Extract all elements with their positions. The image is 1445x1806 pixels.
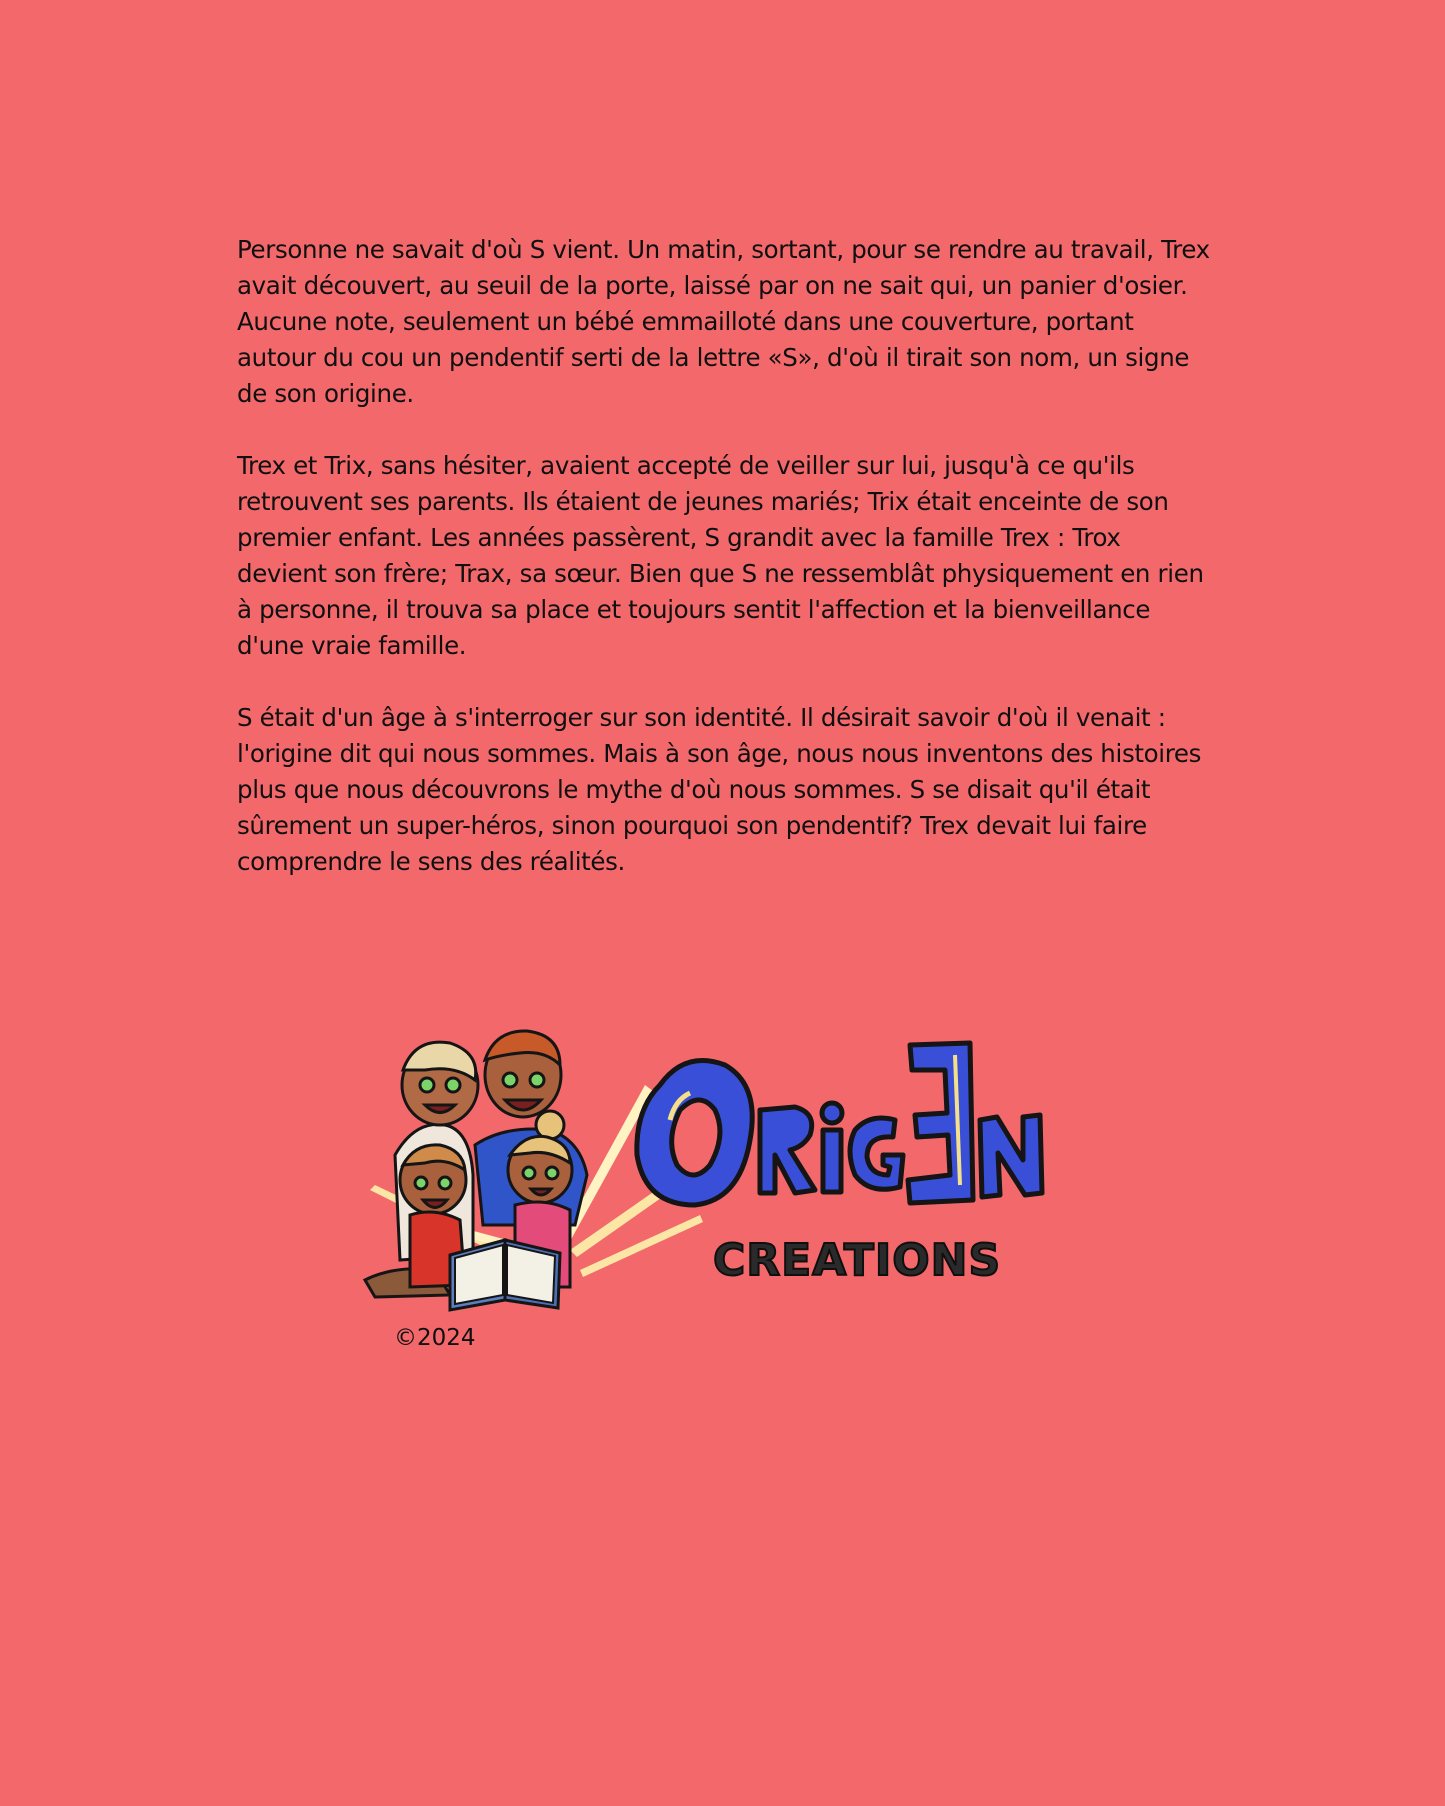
origen-creations-logo: [355, 1025, 1055, 1315]
paragraph-3: S était d'un âge à s'interroger sur son identité. Il désirait savoir d'où il venait : l'origine dit qui nous sommes. Mais à son âge, nous nous inventons des histoires plus que nous découvrons le mythe d'où nous sommes. S se disait qu'il était sûrement un super-héros, sinon pourquoi son pendentif? Trex devait lui faire comprendre le sens des réalités.: [237, 703, 1202, 876]
paragraph-2: Trex et Trix, sans hésiter, avaient accepté de veiller sur lui, jusqu'à ce qu'ils retrouvent ses parents. Ils étaient de jeunes mariés; Trix était enceinte de son premier enfant. Les années passèrent, S grandit avec la famille Trex : Trox devient son frère; Trax, sa sœur. Bien que S ne ressemblât physiquement en rien à personne, il trouva sa place et toujours sentit l'affection et la bienveillance d'une vraie famille.: [237, 451, 1204, 660]
origen-wordmark: [637, 1043, 1042, 1205]
creations-wordmark: [713, 1235, 1001, 1286]
family-illustration: [365, 1031, 587, 1310]
story-text: [237, 232, 1212, 880]
paragraph-1: Personne ne savait d'où S vient. Un matin, sortant, pour se rendre au travail, Trex avait découvert, au seuil de la porte, laissé par on ne sait qui, un panier d'osier. Aucune note, seulement un bébé emmailloté dans une couverture, portant autour du cou un pendentif serti de la lettre «S», d'où il tirait son nom, un signe de son origine.: [237, 235, 1210, 408]
copyright-notice: ©2024: [394, 1325, 476, 1351]
svg-text:CREATIONS: CREATIONS: [713, 1235, 1002, 1286]
